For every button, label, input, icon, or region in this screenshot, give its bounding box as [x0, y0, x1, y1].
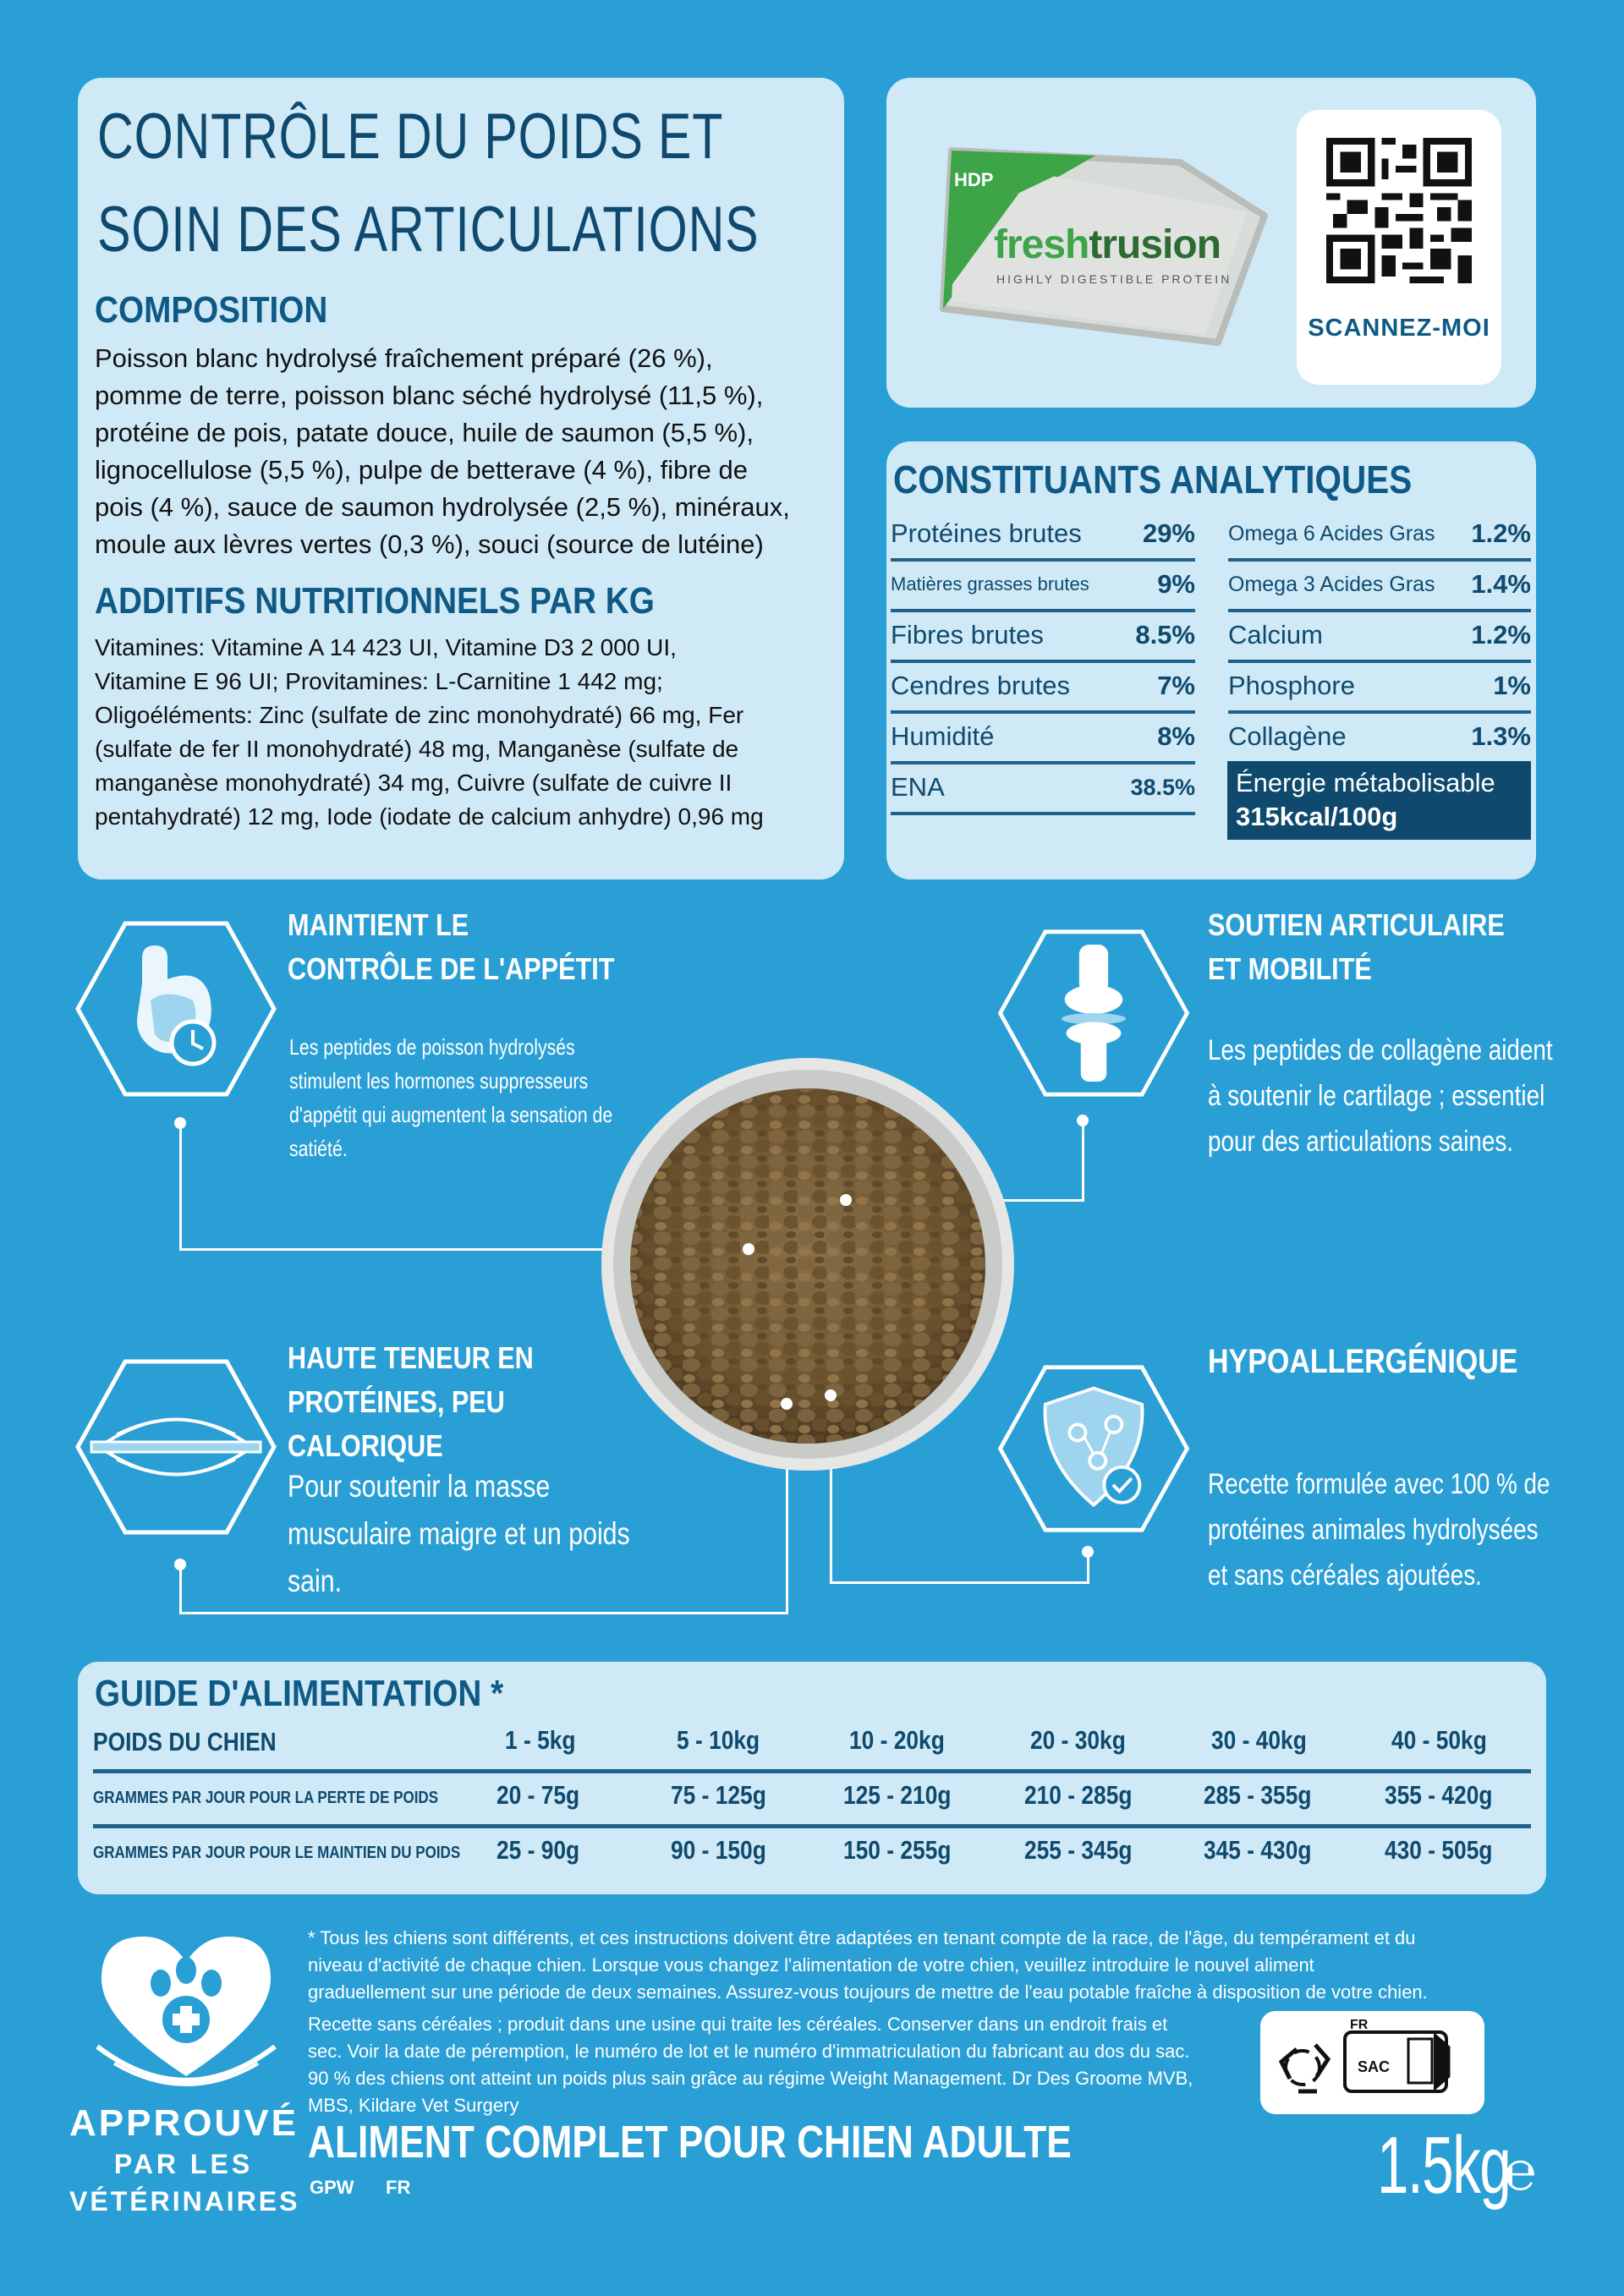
shield-molecule-icon [996, 1364, 1191, 1533]
feeding-value: 125 - 210g [843, 1780, 952, 1810]
feeding-value: 430 - 505g [1385, 1835, 1493, 1865]
code-fr: FR [386, 2177, 411, 2198]
analytic-row [891, 611, 1195, 663]
benefit-text-line: satiété. [289, 1136, 348, 1161]
benefit-title: SOUTIEN ARTICULAIRE [1208, 907, 1505, 942]
analytic-label: Matières grasses brutes [891, 573, 1089, 595]
benefit-joint [1208, 903, 1557, 991]
kibble-bowl-image [596, 1053, 1019, 1476]
analytic-row [1228, 509, 1531, 562]
weight-cell: 20 - 30kg [1030, 1725, 1126, 1755]
composition-line: Poisson blanc hydrolysé fraîchement préparé (26 %), [95, 343, 713, 373]
additifs-line: Vitamine E 96 UI; Provitamines: L-Carnitine 1 442 mg; [95, 668, 663, 694]
note-line: MBS, Kildare Vet Surgery [308, 2095, 519, 2116]
feeding-header-row [93, 1717, 1531, 1773]
footnote-line: niveau d'activité de chaque chien. Lorsque vous changez l'alimentation de votre chien, veuillez introduire le nouvel aliment [308, 1954, 1314, 1975]
analytic-value: 38.5% [1130, 774, 1195, 800]
analytic-value: 1.2% [1471, 518, 1531, 548]
additifs-line: Oligoéléments: Zinc (sulfate de zinc monohydraté) 66 mg, Fer [95, 702, 744, 728]
connector-dot [174, 1559, 186, 1570]
badge-tag: HDP [954, 169, 994, 190]
benefit-text-line: Les peptides de poisson hydrolysés [289, 1034, 575, 1060]
feeding-value: 20 - 75g [497, 1780, 580, 1810]
composition-line: pois (4 %), sauce de saumon hydrolysée (2,5 %), minéraux, [95, 492, 790, 522]
note-line: Recette sans céréales ; produit dans une usine qui traite les céréales. Conserver dans un endroit frais et [308, 2014, 1168, 2035]
energy-label: Énergie métabolisable [1236, 768, 1495, 797]
stomach-clock-icon [74, 920, 277, 1098]
analytic-label: Omega 6 Acides Gras [1228, 521, 1435, 545]
connector-dot [825, 1389, 837, 1401]
analytic-row [891, 560, 1195, 612]
additifs-line: Vitamines: Vitamine A 14 423 UI, Vitamine D3 2 000 UI, [95, 634, 677, 660]
additifs-line: manganèse monohydraté) 34 mg, Cuivre (sulfate de cuivre II [95, 770, 732, 796]
analytic-row [891, 712, 1195, 764]
footnote [308, 1925, 1560, 2006]
footnote-line: * Tous les chiens sont différents, et ces instructions doivent être adaptées en tenant compte de la race, de l'âge, du tempérament et du [308, 1927, 1416, 1948]
additifs-text [95, 631, 839, 834]
connector-dot [1077, 1115, 1089, 1126]
benefit-joint-text [1208, 1027, 1624, 1164]
estimate-mark: ℮ [1504, 2140, 1537, 2201]
recycle-item: SAC [1358, 2058, 1391, 2075]
analytic-value: 1.2% [1471, 620, 1531, 649]
benefit-hypo-text [1208, 1461, 1624, 1598]
energy-box [1227, 761, 1531, 840]
analytic-label: Humidité [891, 721, 995, 751]
badge-brand-fresh: fresh [994, 222, 1089, 267]
connector-line [179, 1612, 788, 1614]
feeding-value: 90 - 150g [671, 1835, 766, 1865]
feeding-value: 255 - 345g [1024, 1835, 1133, 1865]
feeding-row-label: GRAMMES PAR JOUR POUR LA PERTE DE POIDS [93, 1789, 439, 1807]
badge-brand [994, 222, 1221, 268]
analytic-value: 7% [1157, 671, 1195, 700]
benefit-title: CONTRÔLE DE L'APPÉTIT [288, 951, 615, 986]
composition-line: moule aux lèvres vertes (0,3 %), souci (source de lutéine) [95, 529, 764, 559]
vet-heart-paw-icon [85, 1920, 288, 2097]
additifs-heading: ADDITIFS NUTRITIONNELS PAR KG [95, 580, 655, 622]
connector-dot [1082, 1546, 1094, 1558]
connector-dot [781, 1398, 793, 1410]
connector-line [179, 1123, 182, 1250]
note-line: 90 % des chiens ont atteint un poids plus sain grâce au régime Weight Management. Dr Des Groome MVB, [308, 2068, 1193, 2089]
net-weight-value: 1.5kg [1377, 2120, 1511, 2211]
analytic-row [1228, 661, 1531, 714]
analytique-heading: CONSTITUANTS ANALYTIQUES [893, 458, 1413, 501]
analytic-value: 8% [1157, 721, 1195, 751]
benefit-text-line: musculaire maigre et un poids [288, 1516, 630, 1551]
benefit-text-line: sain. [288, 1564, 343, 1598]
complete-food-label: ALIMENT COMPLET POUR CHIEN ADULTE [308, 2117, 1072, 2167]
benefit-text-line: protéines animales hydrolysées [1208, 1514, 1539, 1546]
benefit-title: ET MOBILITÉ [1208, 951, 1372, 986]
benefit-text-line: Les peptides de collagène aident [1208, 1034, 1553, 1066]
connector-dot [743, 1243, 754, 1255]
benefit-title: MAINTIENT LE [288, 907, 469, 942]
feeding-row [93, 1772, 1531, 1828]
analytic-value: 1.3% [1471, 721, 1531, 751]
page-title-line1: CONTRÔLE DU POIDS ET [97, 101, 724, 173]
muscle-fiber-icon [74, 1358, 277, 1536]
benefit-protein-text [288, 1463, 705, 1605]
connector-line [179, 1564, 182, 1614]
feeding-header-label: POIDS DU CHIEN [93, 1727, 277, 1756]
benefit-text-line: et sans céréales ajoutées. [1208, 1559, 1482, 1592]
analytic-label: Omega 3 Acides Gras [1228, 572, 1435, 596]
benefit-text-line: d'appétit qui augmentent la sensation de [289, 1102, 613, 1127]
analytic-value: 29% [1142, 518, 1195, 548]
connector-dot [840, 1194, 852, 1206]
analytic-label: Phosphore [1228, 671, 1355, 700]
badge-brand-trusion: trusion [1089, 222, 1221, 267]
analytic-label: ENA [891, 772, 945, 802]
benefit-text-line: à soutenir le cartilage ; essentiel [1208, 1080, 1545, 1112]
weight-cell: 30 - 40kg [1211, 1725, 1307, 1755]
analytic-row [1228, 560, 1531, 612]
recycle-country: FR [1350, 2018, 1369, 2032]
analytic-label: Collagène [1228, 721, 1347, 751]
analytic-row [891, 763, 1195, 815]
feeding-value: 75 - 125g [671, 1780, 766, 1810]
benefit-title: CALORIQUE [288, 1428, 443, 1463]
benefit-text-line: pour des articulations saines. [1208, 1126, 1514, 1158]
feeding-value: 150 - 255g [843, 1835, 952, 1865]
analytic-label: Fibres brutes [891, 620, 1044, 649]
additifs-line: pentahydraté) 12 mg, Iode (iodate de calcium anhydre) 0,96 mg [95, 803, 764, 830]
benefit-text-line: stimulent les hormones suppresseurs [289, 1068, 589, 1093]
analytic-row [891, 661, 1195, 714]
weight-cell: 40 - 50kg [1391, 1725, 1487, 1755]
analytic-label: Protéines brutes [891, 518, 1082, 548]
analytic-value: 1.4% [1471, 569, 1531, 599]
feeding-row-label: GRAMMES PAR JOUR POUR LE MAINTIEN DU POIDS [93, 1844, 461, 1862]
net-weight [1377, 2119, 1567, 2212]
feeding-value: 355 - 420g [1385, 1780, 1493, 1810]
qr-code-icon[interactable] [1326, 138, 1472, 283]
analytic-row [1228, 712, 1531, 764]
analytic-value: 8.5% [1135, 620, 1195, 649]
analytic-row [891, 509, 1195, 562]
composition-line: pomme de terre, poisson blanc séché hydrolysé (11,5 %), [95, 381, 764, 410]
benefit-protein [288, 1336, 577, 1468]
benefit-hypo [1208, 1340, 1572, 1384]
footnote-line: graduellement sur une période de deux semaines. Assurez-vous toujours de mettre de l'eau potable fraîche à disposition de votre chien. [308, 1981, 1428, 2003]
approved-line2: PAR LES [113, 2149, 254, 2179]
analytic-value: 1% [1493, 671, 1531, 700]
analytic-label: Cendres brutes [891, 671, 1070, 700]
benefit-title: HYPOALLERGÉNIQUE [1208, 1343, 1518, 1380]
feeding-value: 285 - 355g [1204, 1780, 1312, 1810]
weight-cell: 1 - 5kg [505, 1725, 576, 1755]
analytic-value: 9% [1157, 569, 1195, 599]
benefit-title: HAUTE TENEUR EN [288, 1340, 534, 1375]
analytic-label: Calcium [1228, 620, 1323, 649]
benefit-appetite-text [289, 1030, 613, 1165]
code-gpw: GPW [310, 2177, 354, 2198]
benefit-appetite [288, 903, 672, 991]
badge-subtitle: HIGHLY DIGESTIBLE PROTEIN [996, 272, 1232, 286]
feeding-value: 345 - 430g [1204, 1835, 1312, 1865]
page-title-line2: SOIN DES ARTICULATIONS [97, 194, 760, 266]
feeding-heading: GUIDE D'ALIMENTATION * [95, 1673, 504, 1714]
connector-line [830, 1581, 1089, 1584]
weight-cell: 5 - 10kg [677, 1725, 760, 1755]
benefit-text-line: Pour soutenir la masse [288, 1469, 551, 1504]
weight-cell: 10 - 20kg [849, 1725, 945, 1755]
note-line: sec. Voir la date de péremption, le numéro de lot et le numéro d'immatriculation du fabricant au dos du sac. [308, 2041, 1190, 2062]
qr-label: SCANNEZ-MOI [1308, 315, 1490, 342]
feeding-row [93, 1827, 1531, 1879]
composition-heading: COMPOSITION [95, 289, 328, 331]
benefit-text-line: Recette formulée avec 100 % de [1208, 1468, 1550, 1500]
approved-text [69, 2101, 298, 2220]
connector-line [1082, 1121, 1084, 1201]
approved-line3: VÉTÉRINAIRES [69, 2186, 300, 2217]
analytic-row [1228, 611, 1531, 663]
composition-line: lignocellulose (5,5 %), pulpe de betterave (4 %), fibre de [95, 455, 748, 485]
knee-joint-icon [996, 929, 1191, 1098]
feeding-value: 25 - 90g [497, 1835, 580, 1865]
connector-dot [174, 1117, 186, 1129]
composition-text [95, 340, 839, 563]
feeding-value: 210 - 285g [1024, 1780, 1133, 1810]
energy-value: 315kcal/100g [1236, 802, 1398, 831]
composition-line: protéine de pois, patate douce, huile de saumon (5,5 %), [95, 418, 754, 447]
approved-line1: APPROUVÉ [69, 2102, 299, 2144]
additifs-line: (sulfate de fer II monohydraté) 48 mg, Manganèse (sulfate de [95, 736, 739, 762]
product-notes [308, 2011, 1247, 2119]
benefit-title: PROTÉINES, PEU [288, 1384, 505, 1419]
